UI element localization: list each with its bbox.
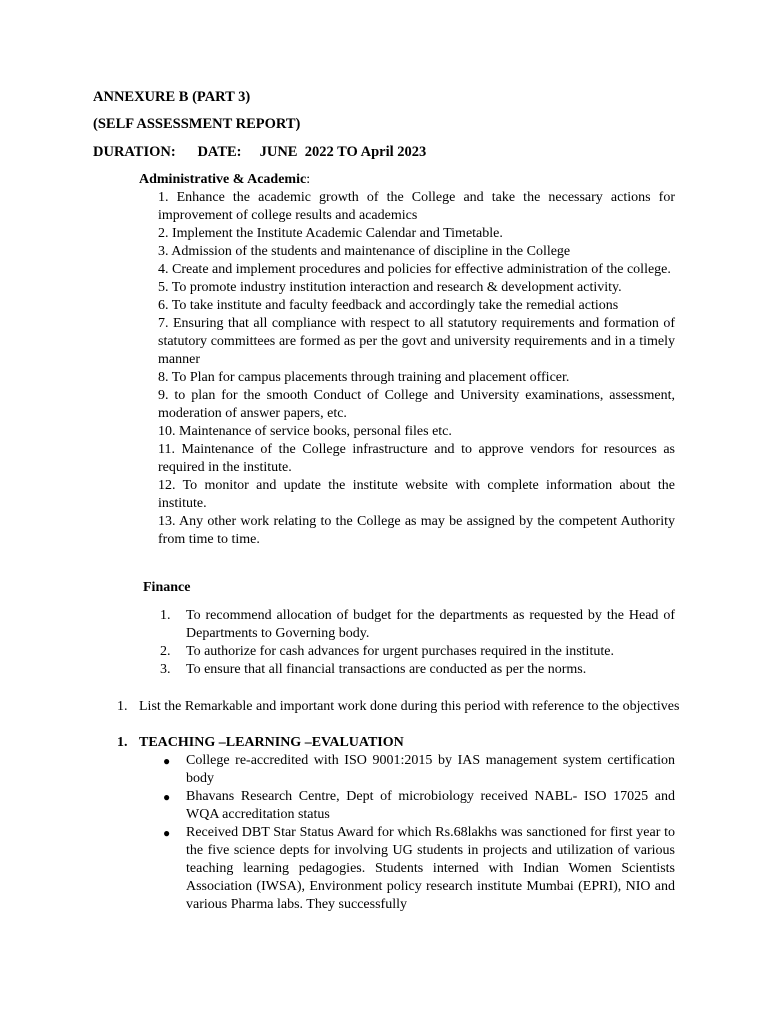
list-item: 4. Create and implement procedures and policies for effective administration of the college. [158, 262, 671, 277]
list-item: 1. To recommend allocation of budget for the departments as requested by the Head of Departments to Governing body. [160, 608, 675, 641]
finance-section-title: Finance [143, 580, 191, 595]
list-item: 10. Maintenance of service books, personal files etc. [158, 424, 452, 439]
list-item: 7. Ensuring that all compliance with respect to all statutory requirements and formation of statutory committees are formed as per the govt and university requirements and in a timely manner [158, 316, 675, 367]
teaching-section-title: TEACHING –LEARNING –EVALUATION [139, 735, 404, 750]
list-item: 13. Any other work relating to the College as may be assigned by the competent Authority from time to time. [158, 514, 675, 547]
list-item: 3. To ensure that all financial transactions are conducted as per the norms. [160, 662, 587, 677]
list-item: 6. To take institute and faculty feedback and accordingly take the remedial actions [158, 298, 619, 313]
bullet-icon: ● [163, 754, 171, 768]
bullet-icon: ● [163, 826, 171, 840]
admin-duties-list [158, 189, 675, 549]
list-item: 9. to plan for the smooth Conduct of College and University examinations, assessment, moderation of answer papers, etc. [158, 388, 675, 421]
teaching-achievements-list [163, 752, 675, 914]
duration-line: DURATION: DATE: JUNE 2022 TO April 2023 [93, 144, 427, 160]
list-item: 2. To authorize for cash advances for urgent purchases required in the institute. [160, 644, 614, 659]
list-item: ● College re-accredited with ISO 9001:2015 by IAS management system certification body [163, 753, 675, 786]
finance-duties-list [160, 607, 675, 679]
list-item: 12. To monitor and update the institute website with complete information about the institute. [158, 478, 675, 511]
list-item: ● Bhavans Research Centre, Dept of microbiology received NABL- ISO 17025 and WQA accreditation status [163, 789, 675, 822]
bullet-icon: ● [163, 790, 171, 804]
list-item: 3. Admission of the students and maintenance of discipline in the College [158, 244, 571, 259]
report-type-heading: (SELF ASSESSMENT REPORT) [93, 116, 301, 132]
admin-section-title: Administrative & Academic: [139, 172, 311, 187]
list-item: 8. To Plan for campus placements through training and placement officer. [158, 370, 570, 385]
annexure-heading: ANNEXURE B (PART 3) [93, 89, 251, 105]
list-item: ● Received DBT Star Status Award for which Rs.68lakhs was sanctioned for first year to the five science depts for involving UG students in projects and utilization of various teaching learning pedagogies. Students interned with Indian Women Scientists Association (IWSA), Environment policy research institute Mumbai (EPRI), NIO and various Pharma labs. They successfully [163, 825, 675, 912]
list-item: 11. Maintenance of the College infrastructure and to approve vendors for resources as required in the institute. [158, 442, 675, 475]
list-item: 1. Enhance the academic growth of the College and take the necessary actions for improvement of college results and academics [158, 190, 675, 223]
list-item: 5. To promote industry institution interaction and research & development activity. [158, 280, 622, 295]
teaching-section-number: 1. [117, 735, 128, 750]
remarkable-work-item: 1. List the Remarkable and important work done during this period with reference to the objectives [117, 699, 680, 714]
list-item: 2. Implement the Institute Academic Calendar and Timetable. [158, 226, 503, 241]
